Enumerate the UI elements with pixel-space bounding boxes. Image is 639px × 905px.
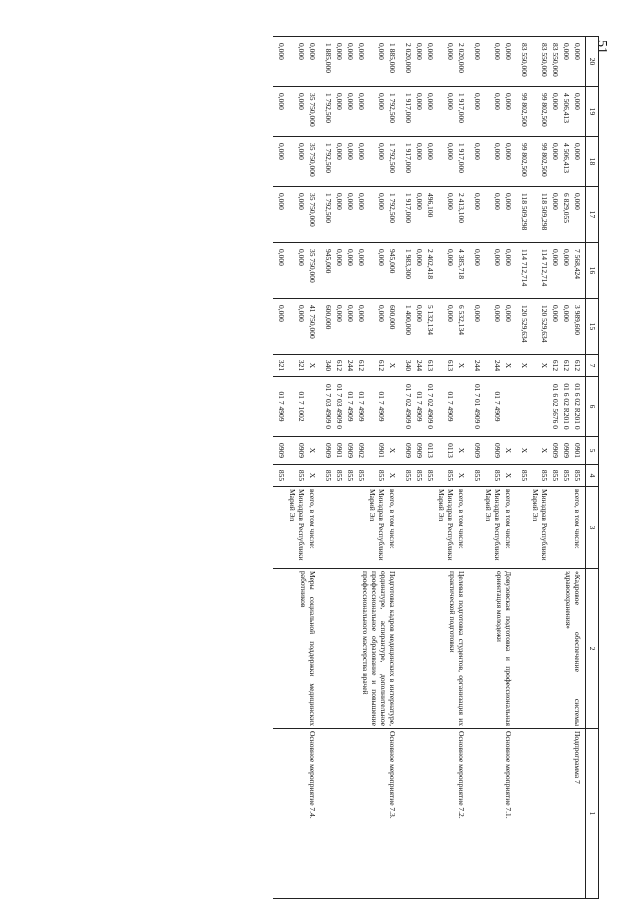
amount-cell: 1 792,500 [387,87,400,137]
amount-cell: 0,000 [503,137,516,187]
amount-cell: 118 509,298 [530,187,550,243]
amount-cell: 0,000 [425,137,436,187]
col-header: 3 [586,487,599,569]
amount-cell: 0,000 [367,137,387,187]
executor-cell [400,487,414,569]
program-title-cell: Целевая подготовка студентов, организация их практической подготовки [400,569,469,729]
vr-code-cell: 612 [572,355,586,377]
amount-cell: 0,000 [550,137,561,187]
program-status-cell: Основное мероприятие 7.1. [469,729,516,899]
amount-cell: 1 983,300 [400,243,414,299]
rzpr-code-cell: X [503,437,516,465]
grbs-code-cell: 855 [414,465,425,487]
amount-cell: 0,000 [414,137,425,187]
rzpr-code-cell: 0909 [320,437,334,465]
col-header: 17 [586,187,599,243]
amount-cell: 0,000 [414,87,425,137]
grbs-code-cell: 855 [483,465,503,487]
amount-cell: 0,000 [550,187,561,243]
amount-cell: 0,000 [572,187,586,243]
csr-code-cell [530,377,550,437]
amount-cell: 1 917,000 [400,87,414,137]
amount-cell: 2 402,418 [425,243,436,299]
amount-cell: 0,000 [483,137,503,187]
amount-cell: 118 509,298 [516,187,530,243]
amount-cell: 5 132,134 [425,299,436,355]
amount-cell: 41 750,000 [307,299,320,355]
vr-code-cell: 321 [273,355,287,377]
rzpr-code-cell: 0113 [436,437,456,465]
column-number-header [586,37,599,899]
amount-cell: 0,000 [436,137,456,187]
amount-cell: 0,000 [367,299,387,355]
amount-cell: 0,000 [287,243,307,299]
executor-cell: Минздрав Республики Марий Эл [483,487,503,569]
csr-code-cell: 01 7 02 4909 0 [425,377,436,437]
program-title-cell: Меры социальной поддержки медицинских работников [273,569,320,729]
amount-cell: 0,000 [273,243,287,299]
grbs-code-cell: 855 [356,465,367,487]
executor-cell [414,487,425,569]
col-header: 20 [586,37,599,87]
amount-cell: 0,000 [287,87,307,137]
vr-code-cell: X [387,355,400,377]
amount-cell: 83 550,000 [550,37,561,87]
executor-cell: Минздрав Республики Марий Эл [530,487,550,569]
amount-cell: 0,000 [469,37,483,87]
amount-cell: 0,000 [345,87,356,137]
amount-cell: 0,000 [345,187,356,243]
rzpr-code-cell: 0901 [367,437,387,465]
amount-cell: 1 400,000 [400,299,414,355]
amount-cell: 0,000 [287,299,307,355]
executor-cell [425,487,436,569]
amount-cell: 0,000 [367,87,387,137]
rzpr-code-cell: 0901 [572,437,586,465]
csr-code-cell: 01 7 01 4909 0 [469,377,483,437]
executor-cell [334,487,345,569]
csr-code-cell [456,377,469,437]
executor-cell [356,487,367,569]
csr-code-cell: 01 7 4909 [367,377,387,437]
rzpr-code-cell: 0909 [561,437,572,465]
vr-code-cell: 613 [436,355,456,377]
csr-code-cell: 01 7 03 4909 0 [320,377,334,437]
csr-code-cell: 01 7 03 4909 0 [334,377,345,437]
amount-cell: 1 917,000 [456,87,469,137]
csr-code-cell: 01 7 4909 [356,377,367,437]
amount-cell: 0,000 [483,87,503,137]
amount-cell: 1 917,000 [456,137,469,187]
col-header: 19 [586,87,599,137]
executor-cell: Минздрав Республики Марий Эл [436,487,456,569]
amount-cell: 35 750,000 [307,137,320,187]
amount-cell: 0,000 [561,37,572,87]
program-title-cell: Подготовка кадров медицинских в интернатуре, ординатуре, аспирантуре, дополнительное профессиональное образование и повышение профессионального мастерства врачей [320,569,400,729]
amount-cell: 1 792,500 [320,87,334,137]
table-row [456,37,469,899]
amount-cell: 0,000 [273,187,287,243]
program-status-cell: Основное мероприятие 7.3. [320,729,400,899]
amount-cell: 120 529,634 [516,299,530,355]
amount-cell: 945,000 [387,243,400,299]
vr-code-cell: 613 [425,355,436,377]
amount-cell: 0,000 [469,137,483,187]
rzpr-code-cell: 0902 [356,437,367,465]
amount-cell: 0,000 [414,37,425,87]
rzpr-code-cell: X [530,437,550,465]
amount-cell: 0,000 [572,87,586,137]
vr-code-cell: 244 [483,355,503,377]
col-header: 7 [586,355,599,377]
amount-cell: 0,000 [550,87,561,137]
amount-cell: 0,000 [436,87,456,137]
amount-cell: 83 550,000 [530,37,550,87]
csr-code-cell: 01 7 4909 [345,377,356,437]
amount-cell: 0,000 [334,37,345,87]
amount-cell: 1 792,500 [387,137,400,187]
amount-cell: 0,000 [334,137,345,187]
grbs-code-cell: X [456,465,469,487]
amount-cell: 0,000 [367,37,387,87]
rzpr-code-cell: 0909 [345,437,356,465]
grbs-code-cell: 855 [334,465,345,487]
vr-code-cell: 612 [561,355,572,377]
executor-cell [320,487,334,569]
amount-cell: 120 529,634 [530,299,550,355]
amount-cell: 2 020,000 [456,37,469,87]
amount-cell: 1 885,000 [320,37,334,87]
amount-cell: 0,000 [334,87,345,137]
amount-cell: 99 802,500 [516,87,530,137]
table-row [387,37,400,899]
rzpr-code-cell: X [456,437,469,465]
vr-code-cell: X [307,355,320,377]
page-number: 51 [594,40,609,54]
amount-cell: 0,000 [550,243,561,299]
amount-cell: 0,000 [356,37,367,87]
amount-cell: 496,100 [425,187,436,243]
executor-cell: всего, в том числе: [503,487,516,569]
vr-code-cell: X [516,355,530,377]
program-title-cell: Довузовская подготовка и профессиональная ориентация молодежи [469,569,516,729]
grbs-code-cell: 855 [436,465,456,487]
csr-code-cell: 01 6 02 5676 0 [550,377,561,437]
csr-code-cell [307,377,320,437]
amount-cell: 1 917,000 [400,137,414,187]
budget-table [273,36,599,899]
vr-code-cell: 612 [334,355,345,377]
csr-code-cell [503,377,516,437]
amount-cell: 4 506,413 [561,87,572,137]
rzpr-code-cell: X [307,437,320,465]
amount-cell: 7 568,424 [572,243,586,299]
col-header: 1 [586,729,599,899]
vr-code-cell: 321 [287,355,307,377]
executor-cell [469,487,483,569]
executor-cell: всего, в том числе: [456,487,469,569]
amount-cell: 0,000 [469,187,483,243]
amount-cell: 1 792,500 [320,187,334,243]
program-title-cell: «Кадровое обеспечение системы здравоохранения» [516,569,586,729]
vr-code-cell: 612 [356,355,367,377]
rzpr-code-cell: 0901 [334,437,345,465]
amount-cell: 0,000 [345,299,356,355]
amount-cell: 4 506,413 [561,137,572,187]
amount-cell: 0,000 [334,299,345,355]
amount-cell: 99 802,500 [516,137,530,187]
amount-cell: 83 550,000 [516,37,530,87]
rzpr-code-cell: 0909 [483,437,503,465]
amount-cell: 0,000 [414,299,425,355]
grbs-code-cell: 855 [561,465,572,487]
amount-cell: 6 532,134 [456,299,469,355]
csr-code-cell: 01 7 02 4909 0 [400,377,414,437]
table-row [307,37,320,899]
grbs-code-cell: 855 [367,465,387,487]
amount-cell: 2 413,100 [456,187,469,243]
amount-cell: 1 885,000 [387,37,400,87]
col-header: 4 [586,465,599,487]
amount-cell: 35 750,000 [307,187,320,243]
amount-cell: 945,000 [320,243,334,299]
amount-cell: 0,000 [345,37,356,87]
rzpr-code-cell: 0909 [469,437,483,465]
amount-cell: 0,000 [561,243,572,299]
grbs-code-cell: 855 [320,465,334,487]
executor-cell: всего, в том числе: [307,487,320,569]
executor-cell [550,487,561,569]
col-header: 2 [586,569,599,729]
vr-code-cell: 612 [367,355,387,377]
table-row [572,37,586,899]
amount-cell: 114 712,714 [516,243,530,299]
col-header: 16 [586,243,599,299]
grbs-code-cell: X [503,465,516,487]
amount-cell: 4 385,718 [456,243,469,299]
rzpr-code-cell: 0909 [400,437,414,465]
amount-cell: 0,000 [345,243,356,299]
vr-code-cell: 244 [469,355,483,377]
amount-cell: 0,000 [273,37,287,87]
amount-cell: 1 917,000 [400,187,414,243]
amount-cell: 114 712,714 [530,243,550,299]
executor-cell: всего, в том числе: [387,487,400,569]
amount-cell: 0,000 [572,37,586,87]
program-status-cell: Основное мероприятие 7.4. [273,729,320,899]
executor-cell: Минздрав Республики Марий Эл [367,487,387,569]
rzpr-code-cell: 0909 [273,437,287,465]
amount-cell: 0,000 [356,187,367,243]
amount-cell: 0,000 [503,299,516,355]
amount-cell: 0,000 [425,87,436,137]
grbs-code-cell: X [307,465,320,487]
amount-cell: 0,000 [503,243,516,299]
amount-cell: 0,000 [503,87,516,137]
amount-cell: 0,000 [287,187,307,243]
amount-cell: 600,000 [387,299,400,355]
amount-cell: 0,000 [273,87,287,137]
col-header: 6 [586,377,599,437]
grbs-code-cell: 855 [345,465,356,487]
amount-cell: 0,000 [367,243,387,299]
grbs-code-cell: 855 [550,465,561,487]
table-row [503,37,516,899]
grbs-code-cell: 855 [287,465,307,487]
rzpr-code-cell: X [516,437,530,465]
vr-code-cell: 244 [345,355,356,377]
csr-code-cell: 01 7 4909 [436,377,456,437]
grbs-code-cell: X [387,465,400,487]
vr-code-cell: X [456,355,469,377]
amount-cell: 0,000 [334,243,345,299]
csr-code-cell: 01 7 4909 [483,377,503,437]
amount-cell: 0,000 [414,187,425,243]
amount-cell: 0,000 [561,299,572,355]
amount-cell: 99 802,500 [530,137,550,187]
amount-cell: 0,000 [334,187,345,243]
amount-cell: 0,000 [345,137,356,187]
amount-cell: 0,000 [550,299,561,355]
vr-code-cell: 340 [320,355,334,377]
amount-cell: 0,000 [436,37,456,87]
amount-cell: 0,000 [503,187,516,243]
executor-cell [345,487,356,569]
col-header: 15 [586,299,599,355]
csr-code-cell [516,377,530,437]
amount-cell: 1 792,500 [387,187,400,243]
amount-cell: 99 802,500 [530,87,550,137]
csr-code-cell [387,377,400,437]
grbs-code-cell: 855 [400,465,414,487]
grbs-code-cell: 855 [516,465,530,487]
csr-code-cell: 01 6 02 R201 0 [572,377,586,437]
table-body [273,37,586,899]
amount-cell: 0,000 [273,299,287,355]
amount-cell: 0,000 [483,187,503,243]
amount-cell: 0,000 [436,187,456,243]
executor-cell: всего, в том числе: [572,487,586,569]
amount-cell: 600,000 [320,299,334,355]
amount-cell: 0,000 [469,299,483,355]
vr-code-cell: 340 [400,355,414,377]
amount-cell: 0,000 [414,243,425,299]
grbs-code-cell: 855 [572,465,586,487]
rzpr-code-cell: 0113 [425,437,436,465]
amount-cell: 0,000 [273,137,287,187]
vr-code-cell: 244 [414,355,425,377]
grbs-code-cell: 855 [273,465,287,487]
amount-cell: 0,000 [483,37,503,87]
rzpr-code-cell: X [387,437,400,465]
executor-cell [273,487,287,569]
grbs-code-cell: 855 [425,465,436,487]
csr-code-cell: 01 7 1002 [287,377,307,437]
rzpr-code-cell: 0909 [414,437,425,465]
amount-cell: 35 750,000 [307,87,320,137]
amount-cell: 6 829,055 [561,187,572,243]
executor-cell [516,487,530,569]
col-header: 18 [586,137,599,187]
vr-code-cell: X [530,355,550,377]
grbs-code-cell: 855 [530,465,550,487]
amount-cell: 0,000 [356,137,367,187]
vr-code-cell: X [503,355,516,377]
amount-cell: 0,000 [356,243,367,299]
amount-cell: 0,000 [483,299,503,355]
vr-code-cell: 612 [550,355,561,377]
amount-cell: 0,000 [436,243,456,299]
amount-cell: 0,000 [503,37,516,87]
amount-cell: 0,000 [356,87,367,137]
rzpr-code-cell: 0909 [287,437,307,465]
amount-cell: 0,000 [436,299,456,355]
amount-cell: 0,000 [572,137,586,187]
amount-cell: 0,000 [287,137,307,187]
amount-cell: 0,000 [367,187,387,243]
amount-cell: 3 989,600 [572,299,586,355]
amount-cell: 0,000 [287,37,307,87]
amount-cell: 0,000 [469,243,483,299]
csr-code-cell: 01 7 4909 [273,377,287,437]
amount-cell: 1 792,500 [320,137,334,187]
csr-code-cell: 01 6 02 R201 0 [561,377,572,437]
executor-cell: Минздрав Республики Марий Эл [287,487,307,569]
rotated-table-wrapper [109,36,599,848]
amount-cell: 0,000 [307,37,320,87]
amount-cell: 0,000 [483,243,503,299]
program-status-cell: Подпрограмма 7 [516,729,586,899]
amount-cell: 0,000 [425,37,436,87]
col-header: 5 [586,437,599,465]
grbs-code-cell: 855 [469,465,483,487]
amount-cell: 2 020,000 [400,37,414,87]
executor-cell [561,487,572,569]
amount-cell: 0,000 [469,87,483,137]
amount-cell: 35 750,000 [307,243,320,299]
program-status-cell: Основное мероприятие 7.2. [400,729,469,899]
csr-code-cell: 01 7 4909 [414,377,425,437]
rzpr-code-cell: 0909 [550,437,561,465]
amount-cell: 0,000 [356,299,367,355]
